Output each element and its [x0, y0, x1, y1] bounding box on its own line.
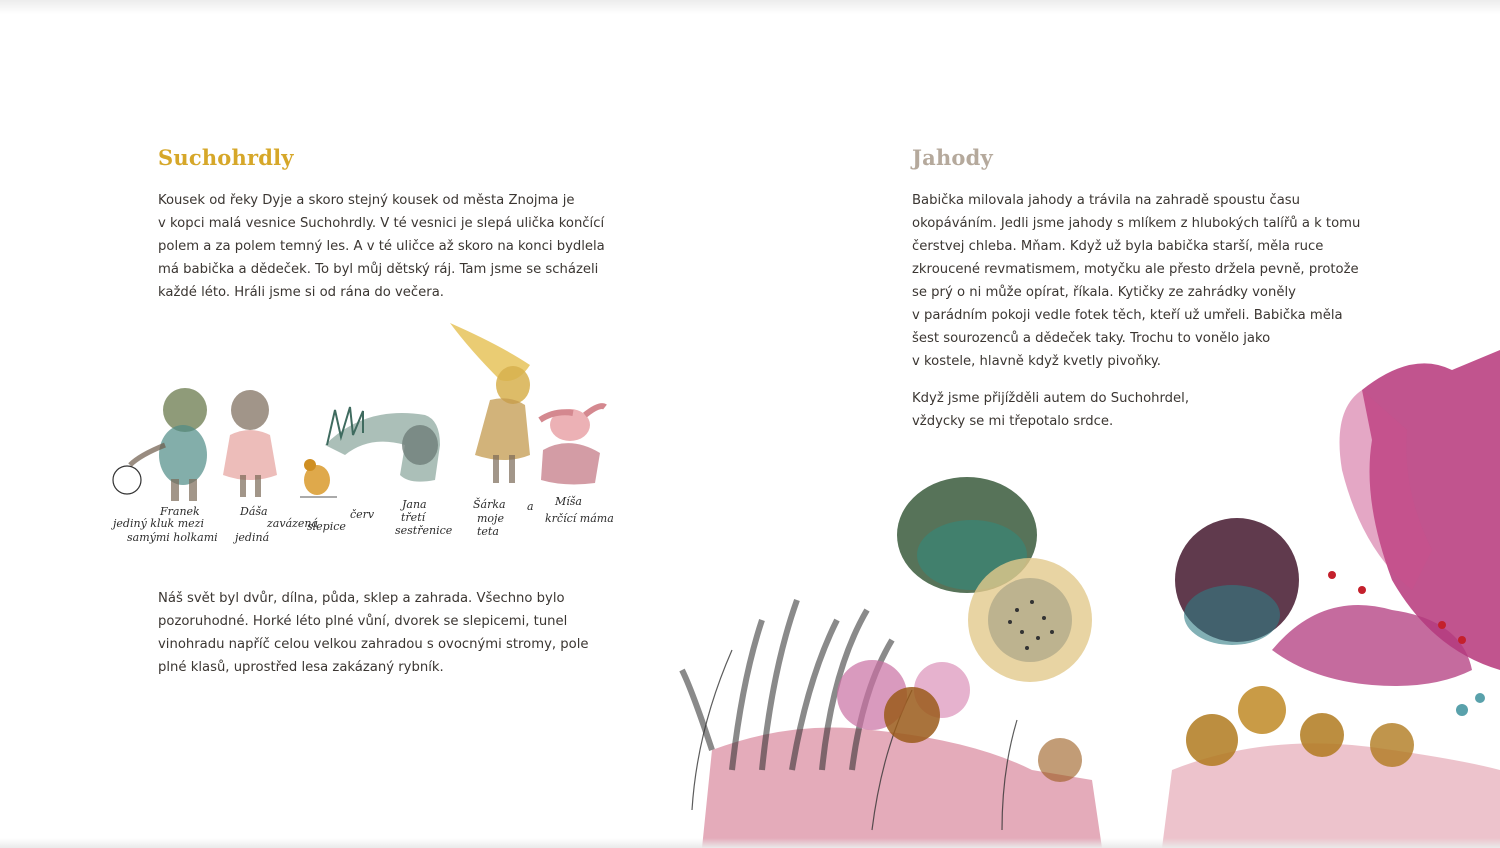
text-line: čerstvej chleba. Mňam. Když už byla babička starší, měla ruce [912, 239, 1324, 254]
caption-misa-line2: krčící máma [545, 512, 614, 525]
text-line: se prý o ni může opírat, říkala. Kytičky ze zahrádky voněly [912, 285, 1296, 300]
illustration-captions [110, 495, 614, 544]
caption-sarka: Šárka [473, 498, 506, 511]
caption-misa: Míša [555, 495, 582, 508]
text-line: má babička a dědeček. To byl můj dětský ráj. Tam jsme se scházeli [158, 262, 599, 277]
caption-sarka-line2: moje [477, 512, 504, 525]
left-paragraph-2 [158, 587, 589, 679]
sunflower-shape [968, 558, 1092, 682]
tall-girl-sarka-figure [450, 323, 530, 483]
chicken-figure [300, 459, 337, 497]
text-line: zkroucené revmatismem, motyčku ale přesto držela pevně, protože [912, 262, 1359, 277]
caption-chicken: slepice [307, 520, 346, 533]
page-top-shadow [0, 0, 1500, 14]
text-line: plné klasů, uprostřed lesa zakázaný rybník. [158, 660, 444, 675]
text-line: každé léto. Hráli jsme si od rána do večera. [158, 285, 444, 300]
left-page-title: Suchohrdly [158, 145, 294, 170]
left-paragraph-1 [158, 189, 605, 304]
caption-and: a [527, 500, 534, 513]
caption-sarka-line3: teta [477, 525, 499, 538]
text-line: v parádním pokoji vedle fotek těch, kteří už umřeli. Babička měla [912, 308, 1343, 323]
text-line: vinohradu napříč celou velkou zahradou s ovocnými stromy, pole [158, 637, 589, 652]
right-page-title: Jahody [912, 145, 993, 170]
text-line: vždycky se mi třepotalo srdce. [912, 414, 1114, 429]
caption-dasa: Dáša [240, 505, 268, 518]
text-line: Náš svět byl dvůr, dílna, půda, sklep a zahrada. Všechno bylo [158, 591, 565, 606]
text-line: Když jsme přijížděli autem do Suchohrdel, [912, 391, 1190, 406]
watercolor-children-illustration [105, 315, 650, 555]
crouching-girl-misa-figure [540, 406, 605, 484]
text-line: polem a za polem temný les. A v té uličce až skoro na konci bydlela [158, 239, 605, 254]
text-line: pozoruhodné. Horké léto plné vůní, dvorek se slepicemi, tunel [158, 614, 568, 629]
text-line: okopáváním. Jedli jsme jahody s mlíkem z hlubokých talířů a k tomu [912, 216, 1361, 231]
boy-franek-figure [113, 388, 207, 501]
watercolor-garden-illustration [672, 350, 1500, 848]
caption-dasa-line2: jediná [235, 531, 270, 544]
caption-worm: červ [350, 508, 375, 521]
text-line: šest sourozenců a dědeček taky. Trochu to vonělo jako [912, 331, 1271, 346]
caption-jana-line3: sestřenice [395, 524, 453, 537]
text-line: Kousek od řeky Dyje a skoro stejný kousek od města Znojma je [158, 193, 575, 208]
girl-dasa-figure [223, 390, 277, 497]
text-line: v kopci malá vesnice Suchohrdly. V té vesnici je slepá ulička končící [158, 216, 605, 231]
page-bottom-shadow [0, 838, 1500, 848]
caption-franek-line2: jediný kluk mezi [113, 517, 204, 530]
caption-jana-line2: třetí [401, 511, 426, 524]
caption-franek-line3: samými holkami [127, 531, 218, 544]
caption-dasa-line3: zavázená [267, 517, 319, 530]
caption-jana: Jana [402, 498, 427, 511]
arched-child-figure [325, 407, 440, 482]
text-line: Babička milovala jahody a trávila na zahradě spoustu času [912, 193, 1301, 208]
caption-franek: Franek [160, 505, 200, 518]
text-line: v kostele, hlavně když kvetly pivoňky. [912, 354, 1161, 369]
right-paragraph-1 [912, 189, 1360, 373]
